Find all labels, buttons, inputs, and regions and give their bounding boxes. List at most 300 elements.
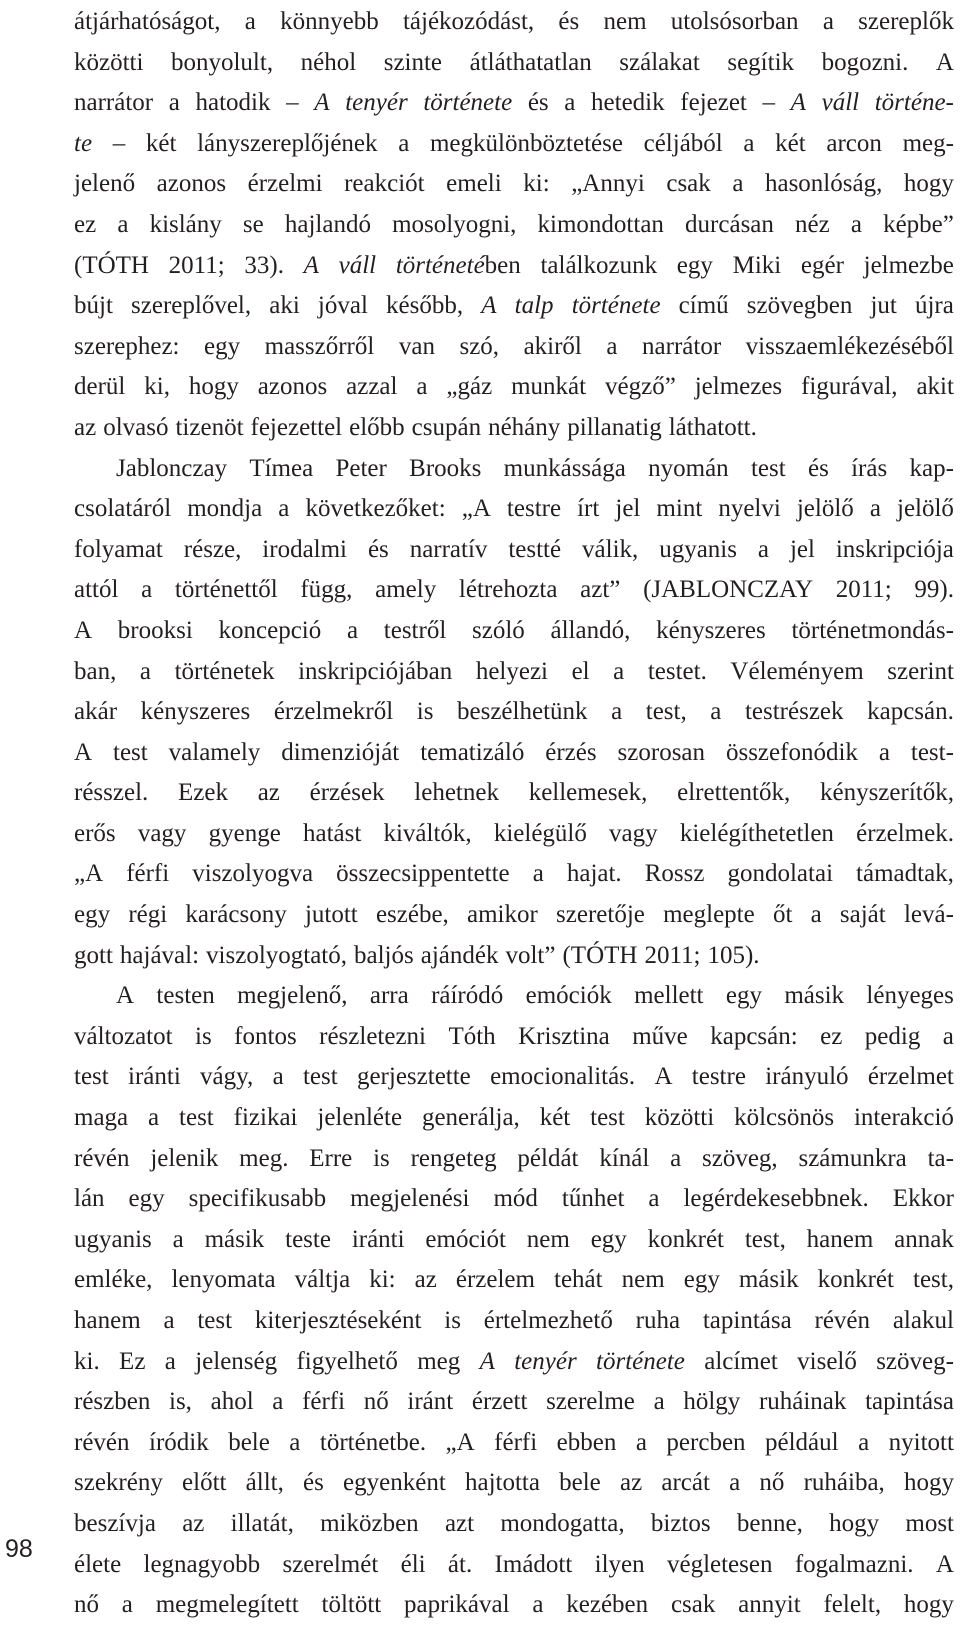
word: egy (683, 1266, 720, 1294)
word: elrettentők, (677, 779, 791, 807)
word: céljából (643, 129, 723, 157)
text-line (74, 1463, 954, 1504)
word: A (479, 1347, 495, 1375)
word: konkrét (817, 1266, 894, 1294)
word: átjárhatóságot, (74, 8, 221, 35)
text-line (74, 246, 954, 287)
word: testen (156, 982, 215, 1010)
word: „gáz (446, 373, 493, 401)
text-line (74, 1504, 954, 1545)
word: kislány (149, 210, 222, 238)
word: ugyanis (74, 1225, 152, 1253)
word: akiről (523, 332, 582, 360)
word: kiváltók, (383, 819, 472, 847)
word: őt (772, 901, 793, 929)
word: test, (913, 1266, 954, 1294)
word: Tóth (448, 1022, 496, 1050)
text-line (74, 367, 954, 408)
word: nő (74, 1591, 99, 1619)
word: szereplők (858, 8, 954, 35)
word: hanem (806, 1225, 874, 1253)
word: ruháinak (758, 1388, 847, 1416)
word: a (141, 576, 153, 604)
word: bele (228, 1428, 270, 1456)
word: narrátor (642, 332, 722, 360)
word: egy (676, 251, 713, 279)
word: következőket: (305, 495, 446, 523)
word: aki (269, 292, 300, 320)
word: a (564, 89, 576, 117)
text-line (74, 205, 954, 246)
word: tapintása (702, 1307, 792, 1334)
word: ban, (74, 657, 117, 685)
word: ki. (74, 1347, 100, 1375)
word: a (732, 170, 744, 198)
page-number: 98 (5, 1535, 33, 1563)
word: testre (691, 1063, 746, 1091)
word: váll (821, 89, 860, 117)
word: ez (820, 1022, 843, 1050)
word: az (414, 1266, 437, 1294)
word: kapcsán: (710, 1022, 798, 1050)
word: régi (128, 901, 168, 929)
word: másik (784, 982, 845, 1010)
word: a (416, 373, 428, 401)
word: „A (461, 495, 491, 523)
word: a (168, 89, 180, 117)
word: a (822, 8, 834, 35)
word: ráíródó (431, 982, 504, 1010)
text-line (74, 530, 954, 571)
word: inskripciójában (298, 657, 453, 685)
word: a (272, 1388, 284, 1416)
word: 2011; (835, 576, 892, 604)
word: lényeges (866, 982, 954, 1010)
word: történetmondás- (791, 616, 954, 644)
word: tehát (554, 1266, 603, 1294)
word: története (571, 292, 661, 320)
text-line (74, 164, 954, 205)
word: hogy (829, 1509, 880, 1537)
word: beszívja (74, 1509, 156, 1537)
text-line (74, 1017, 954, 1058)
word: a (729, 1469, 741, 1497)
word: szövegben (746, 292, 853, 320)
word: jelölő (796, 495, 854, 523)
word: a (272, 1063, 284, 1091)
word: hajlandó (284, 210, 371, 238)
word: ugyanis (659, 535, 737, 563)
word: jel (615, 495, 641, 523)
word: test, (645, 698, 687, 726)
word: kap- (909, 454, 954, 482)
word: függ, (300, 576, 353, 604)
word: kimondottan (537, 210, 664, 238)
word: meglepte (663, 901, 755, 929)
word: ki: (523, 170, 550, 198)
word: jóval (317, 292, 368, 320)
word: a (648, 1185, 660, 1213)
word: gondolatai (727, 860, 834, 888)
word: jel (789, 535, 815, 563)
word: „Annyi (571, 170, 645, 198)
word: hogy (904, 1469, 954, 1497)
word: révén (74, 1144, 130, 1172)
word: a (710, 698, 722, 726)
word: váltja (294, 1266, 351, 1294)
word: test (113, 738, 148, 766)
word: (TÓTH (562, 941, 638, 969)
word: 105). (707, 941, 760, 969)
word: levá- (903, 901, 954, 929)
word: a (172, 1225, 184, 1253)
word: másik (738, 1266, 799, 1294)
text-line (74, 408, 954, 449)
word: végző” (605, 373, 676, 401)
word: azzal (346, 373, 398, 401)
word: munkássága (503, 454, 626, 482)
word: erős (74, 819, 116, 847)
word: kapcsán. (867, 698, 954, 726)
word: A (303, 251, 319, 279)
word: történetek (174, 657, 275, 685)
word: Ez (119, 1347, 146, 1375)
word: összecsippentette (336, 860, 510, 888)
word: lányszereplőjének (197, 129, 378, 157)
word: van (398, 332, 435, 360)
word: és (303, 1469, 324, 1497)
word: konkrét (647, 1225, 725, 1253)
word: férfi (302, 1388, 346, 1416)
word: élete (74, 1550, 122, 1578)
word: akár (74, 698, 118, 726)
word: érzések (309, 779, 385, 807)
text-line (74, 286, 954, 327)
word: érzelmekről (273, 698, 394, 726)
word: közötti (644, 1104, 715, 1132)
word: történe- (874, 89, 954, 117)
word: néhány (488, 413, 561, 441)
word: narratív (409, 535, 488, 563)
word: néhol (300, 48, 357, 76)
word: arcon (826, 129, 882, 157)
word: 99). (914, 576, 954, 604)
word: segítik (727, 48, 795, 76)
word: maga (74, 1104, 129, 1132)
word: története (596, 1347, 685, 1375)
word: gyenge (208, 819, 281, 847)
word: szereplővel, (131, 292, 252, 320)
word: jut (870, 292, 897, 320)
word: figurával, (801, 373, 898, 401)
word: találkozunk (540, 251, 658, 279)
word: egy (74, 901, 111, 929)
word: a (878, 738, 890, 766)
word: – (112, 129, 126, 157)
word: ta- (927, 1144, 954, 1172)
word: jelenség (195, 1347, 278, 1375)
word: a (289, 1428, 301, 1456)
word: szinte (383, 48, 443, 76)
word: hatodik (195, 89, 271, 117)
word: lenyomata (171, 1266, 276, 1294)
word: egy (204, 332, 241, 360)
word: jelölő (897, 495, 954, 523)
word: ruháiba, (803, 1469, 885, 1497)
word: helyezi (475, 657, 548, 685)
word: Imádott (494, 1550, 573, 1578)
word: benne, (736, 1509, 803, 1537)
word: hetedik (591, 89, 665, 117)
word: is (416, 698, 434, 726)
word: értelmezhető (483, 1307, 613, 1334)
word: bonyolult, (170, 48, 274, 76)
word: A (935, 48, 954, 76)
word: létrehozta (458, 576, 558, 604)
word: az (182, 1509, 205, 1537)
word: Rossz (644, 860, 705, 888)
word: is, (169, 1388, 192, 1416)
word: szerelme (546, 1388, 635, 1416)
word: éli (400, 1550, 426, 1578)
word: viszolyogtató, (206, 941, 348, 969)
word: csupán (411, 413, 482, 441)
word: „A (74, 860, 104, 888)
word: miközben (320, 1509, 419, 1537)
word: a (163, 1307, 175, 1334)
word: egy (725, 982, 762, 1010)
word: érzelmet (867, 1063, 954, 1091)
word: irodalmi (262, 535, 348, 563)
word: nem (603, 8, 647, 35)
word: el (571, 657, 590, 685)
word: jelmezbe (863, 251, 954, 279)
word: azt (444, 1509, 475, 1537)
word: Ezek (178, 779, 228, 807)
word: csak (670, 1591, 716, 1619)
word: a (743, 129, 755, 157)
word: emeli (446, 170, 502, 198)
word: Jablonczay (116, 454, 228, 482)
word: fejezet (680, 89, 747, 117)
word: arcát (661, 1469, 710, 1497)
word: férfi (126, 860, 170, 888)
word: láthatott. (668, 413, 757, 441)
word: figyelhető (296, 1347, 398, 1375)
word: (TÓTH (74, 251, 149, 279)
word: fizikai (233, 1104, 298, 1132)
word: kellemesek, (528, 779, 648, 807)
word: A (314, 89, 330, 117)
word: az (74, 413, 97, 441)
word: később, (386, 292, 464, 320)
word: test (590, 1104, 625, 1132)
word: egyenként (343, 1469, 446, 1497)
word: ahol (210, 1388, 254, 1416)
word: Ekkor (892, 1185, 954, 1213)
word: rengeteg (410, 1144, 497, 1172)
word: inskripciója (835, 535, 954, 563)
word: – (286, 89, 299, 117)
word: tizenöt (175, 413, 244, 441)
word: jutott (304, 901, 358, 929)
word: részben (74, 1388, 151, 1416)
word: része, (183, 535, 242, 563)
word: A (935, 1550, 954, 1578)
text-line (74, 854, 954, 895)
word: a (346, 616, 359, 644)
text-line (74, 895, 954, 936)
word: olvasó (103, 413, 169, 441)
word: mondogatta, (500, 1509, 625, 1537)
word: két (145, 129, 177, 157)
word: iránti (128, 1063, 181, 1091)
text-line (74, 692, 954, 733)
word: állt, (245, 1469, 284, 1497)
word: pedig (864, 1022, 921, 1050)
word: biztos (650, 1509, 711, 1537)
text-line (74, 733, 954, 774)
text-line (74, 570, 954, 611)
word: vagy (609, 819, 658, 847)
word: a (858, 1428, 870, 1456)
word: A (116, 982, 135, 1010)
word: 2011; (168, 251, 225, 279)
word: két (775, 129, 806, 157)
word: és (807, 454, 829, 482)
word: pillanatig (567, 413, 662, 441)
text-line (74, 611, 954, 652)
word: hogy (188, 373, 239, 401)
word: révén (74, 1428, 130, 1456)
word: alcímet (704, 1347, 778, 1375)
text-line (74, 652, 954, 693)
word: támadtak, (856, 860, 954, 888)
word: érzett (471, 1388, 528, 1416)
word: koncepció (218, 616, 322, 644)
word: a (942, 1022, 954, 1050)
word: szerelmét (282, 1550, 379, 1578)
word: viselő (797, 1347, 857, 1375)
word: testet. (647, 657, 707, 685)
word: történetbe. (319, 1428, 427, 1456)
word: masszőrről (264, 332, 375, 360)
word: is (373, 1144, 390, 1172)
word: a (810, 901, 822, 929)
word: a (850, 210, 862, 238)
word: hanem (74, 1307, 141, 1334)
word: A (654, 1063, 673, 1091)
word: meg. (239, 1144, 289, 1172)
word: amikor (467, 901, 538, 929)
word: testté (508, 535, 562, 563)
word: a (757, 535, 770, 563)
word: meg (417, 1347, 461, 1375)
word: a (532, 860, 544, 888)
word: Krisztina (518, 1022, 610, 1050)
word: jelenléte (317, 1104, 403, 1132)
word: irányuló (765, 1063, 849, 1091)
word: tűnhet (561, 1185, 625, 1213)
word: mellett (634, 982, 704, 1010)
word: brooksi (117, 616, 193, 644)
word: megjelenési (350, 1185, 470, 1213)
word: megmelegített (155, 1591, 299, 1619)
word: saját (839, 901, 886, 929)
word: kielégülő (493, 819, 587, 847)
word: – (762, 89, 776, 117)
text-line (74, 83, 954, 124)
word: érzelem (455, 1266, 535, 1294)
word: 33). (244, 251, 284, 279)
text-line (74, 814, 954, 855)
word: (JABLONCZAY (643, 576, 813, 604)
word: illatát, (230, 1509, 294, 1537)
word: test- (910, 738, 954, 766)
word: dimenzióját (281, 738, 400, 766)
word: azt” (580, 576, 621, 604)
word: felelt, (823, 1591, 882, 1619)
word: nő (363, 1388, 389, 1416)
word: test (302, 1063, 338, 1091)
text-line (74, 327, 954, 368)
text-line (74, 1220, 954, 1261)
word: test, (744, 1225, 786, 1253)
word: szekrény (74, 1469, 163, 1497)
word: a (611, 698, 623, 726)
word: 2011; (644, 941, 701, 969)
word: reakciót (344, 170, 425, 198)
word: bele (559, 1469, 601, 1497)
word: tenyér (514, 1347, 577, 1375)
word: számunkra (798, 1144, 907, 1172)
word: csolatáról (74, 495, 172, 523)
word: Erre (309, 1144, 353, 1172)
word: szerint (887, 657, 954, 685)
word: például (765, 1428, 839, 1456)
word: utolsósorban (670, 8, 799, 35)
word: előtt (182, 1469, 227, 1497)
word: egér (800, 251, 844, 279)
word: szöveg, (702, 1144, 778, 1172)
word: nyelvi (718, 495, 781, 523)
word: szóló (472, 616, 525, 644)
word: mosolyogni, (392, 210, 517, 238)
word: hatást (302, 819, 362, 847)
word: történettől (174, 576, 278, 604)
word: mód (493, 1185, 538, 1213)
word: viszolyogva (192, 860, 314, 888)
word: legérdekesebbnek. (683, 1185, 869, 1213)
word: csak (666, 170, 711, 198)
word: állandó, (550, 616, 631, 644)
word: karácsony (185, 901, 287, 929)
text-line (74, 936, 954, 977)
word: jelenő (74, 170, 136, 198)
word: ez (74, 210, 97, 238)
text-line (74, 1139, 954, 1180)
word: jelmezes (694, 373, 783, 401)
word: átláthatatlan (469, 48, 592, 76)
text-line (74, 1585, 954, 1626)
word: kényszerítők, (819, 779, 954, 807)
text-line (74, 489, 954, 530)
text-line (74, 976, 954, 1017)
word: a (635, 1428, 647, 1456)
word: nyitott (888, 1428, 954, 1456)
word: amely (375, 576, 437, 604)
word: szeretője (556, 901, 645, 929)
